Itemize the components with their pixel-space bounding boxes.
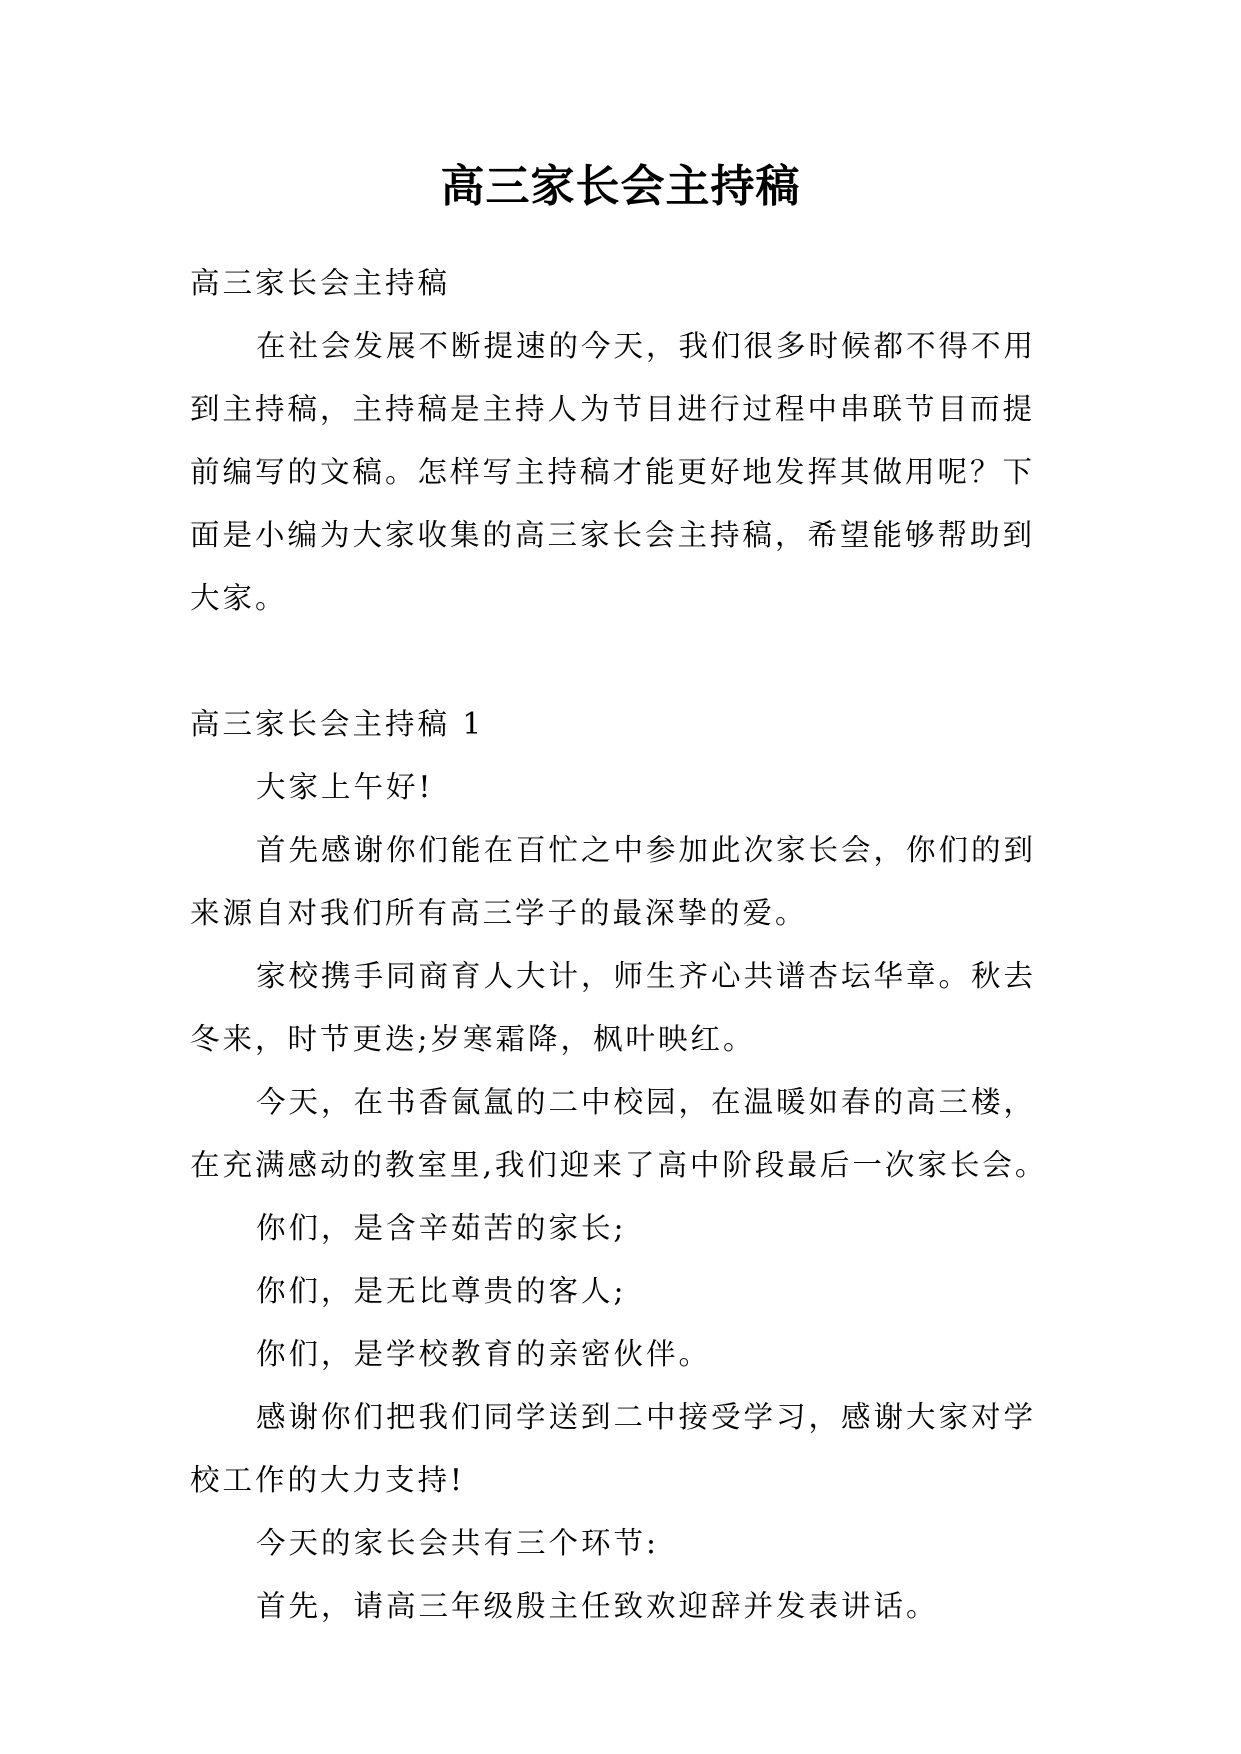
section-paragraph: 你们，是学校教育的亲密伙伴。: [256, 1337, 712, 1371]
section-paragraph: 感谢你们把我们同学送到二中接受学习，感谢大家对学校工作的大力支持!: [190, 1400, 1037, 1497]
section-paragraph: 你们，是含辛茹苦的家长;: [256, 1211, 627, 1245]
section-paragraph: 你们，是无比尊贵的客人;: [256, 1274, 627, 1308]
paragraph-gap: [190, 630, 1060, 693]
section-paragraph: 家校携手同商育人大计，师生齐心共谱杏坛华章。秋去冬来，时节更迭;岁寒霜降，枫叶映红。: [190, 959, 1037, 1056]
section-heading: 高三家长会主持稿 1: [190, 707, 485, 741]
section-paragraph: 首先感谢你们能在百忙之中参加此次家长会，你们的到来源自对我们所有高三学子的最深挚的爱。: [190, 833, 1037, 930]
section-paragraph: 首先，请高三年级殷主任致欢迎辞并发表讲话。: [256, 1589, 939, 1623]
section-paragraph: 今天，在书香氤氲的二中校园，在温暖如春的高三楼，在充满感动的教室里,我们迎来了高中阶段最后一次家长会。: [190, 1085, 1048, 1182]
document-body: [190, 252, 1060, 1638]
intro-paragraph: 在社会发展不断提速的今天，我们很多时候都不得不用到主持稿，主持稿是主持人为节目进行过程中串联节目而提前编写的文稿。怎样写主持稿才能更好地发挥其做用呢？下面是小编为大家收集的高三家长会主持稿，希望能够帮助到大家。: [190, 329, 1037, 615]
section-paragraph: 大家上午好!: [256, 770, 434, 804]
page-title: 高三家长会主持稿: [440, 161, 801, 212]
section-paragraph: 今天的家长会共有三个环节:: [256, 1526, 659, 1560]
intro-heading: 高三家长会主持稿: [190, 266, 451, 300]
